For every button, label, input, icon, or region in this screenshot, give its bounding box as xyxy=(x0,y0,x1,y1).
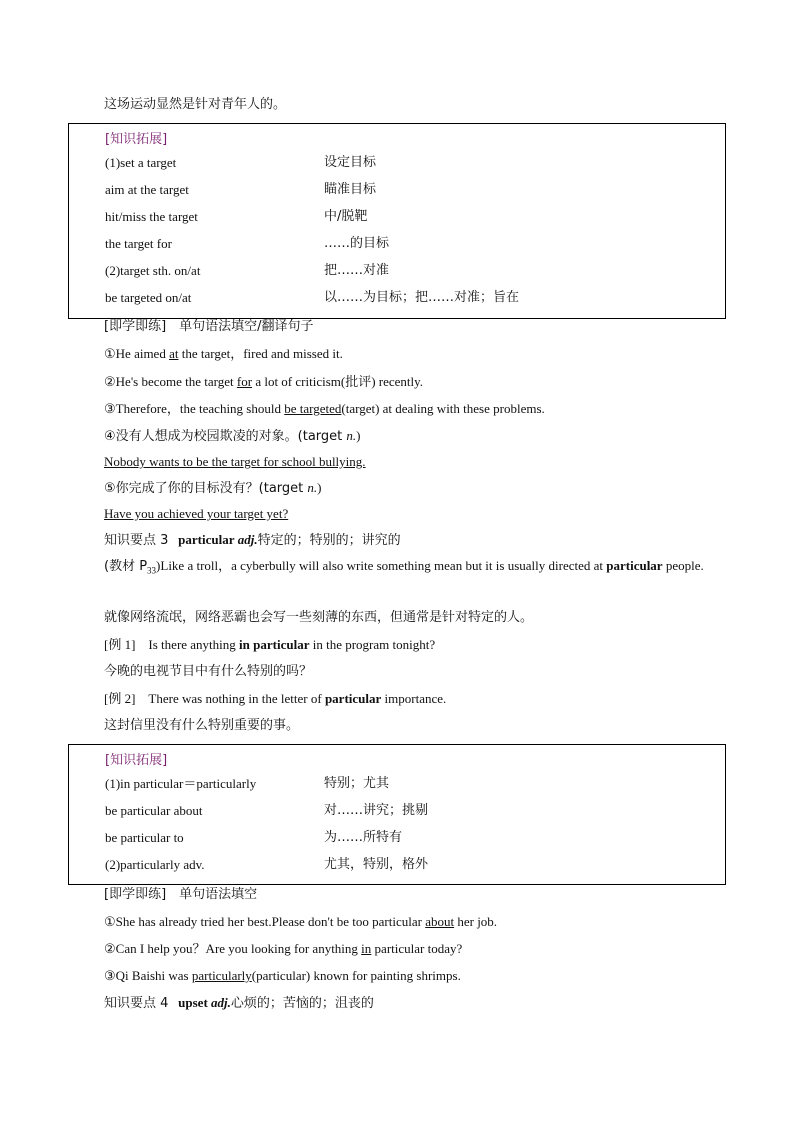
exercise-sentence: ④没有人想成为校园欺凌的对象。(target n.) xyxy=(104,428,361,444)
example-sentence: [例 1] Is there anything in particular in the program tonight? xyxy=(104,637,436,652)
quote-translation: 就像网络流氓，网络恶霸也会写一些刻薄的东西，但通常是针对特定的人。 xyxy=(104,610,534,625)
example-translation: 这封信里没有什么特别重要的事。 xyxy=(104,718,300,733)
drill-heading: [即学即练] 单句语法填空/翻译句子 xyxy=(104,319,314,334)
phrase-cn: ……的目标 xyxy=(324,236,390,251)
answer-sentence: Have you achieved your target yet? xyxy=(104,506,289,521)
textbook-quote: (教材 $P_{33})Like$ a troll，a cyberbully will also write something mean but it is usually directed at particular people. xyxy=(104,558,704,576)
answer: be targeted xyxy=(284,401,342,416)
phrase-cn: 尤其，特别，格外 xyxy=(324,857,429,872)
box-title: [知识拓展] xyxy=(105,753,168,768)
answer: particularly xyxy=(191,968,252,983)
phrase-en: (2)particularly adv. xyxy=(105,857,205,872)
phrase-cn: 以……为目标；把……对准；旨在 xyxy=(324,290,520,305)
exercise-sentence: ③Therefore，the teaching should be targeted(target) at dealing with these problems. xyxy=(104,401,545,416)
drill-heading: [即学即练] 单句语法填空 xyxy=(104,887,258,902)
exercise-sentence: ②He's become the target for a lot of criticism(批评) recently. xyxy=(104,374,424,389)
exercise-sentence: ①She has already tried her best.Please don't be too particular about her job. xyxy=(104,914,498,929)
phrase-cn: 把……对准 xyxy=(324,263,390,278)
phrase-en: (1)set a target xyxy=(105,155,177,170)
phrase-cn: 中/脱靶 xyxy=(324,209,368,224)
phrase-en: aim at the target xyxy=(105,182,189,197)
phrase-cn: 对……讲究；挑剔 xyxy=(324,803,429,818)
answer: at xyxy=(169,346,179,361)
example-sentence: [例 2] There was nothing in the letter of particular importance. xyxy=(104,691,447,706)
phrase-en: (2)target sth. on/at xyxy=(105,263,201,278)
intro-sentence: 这场运动显然是针对青年人的。 xyxy=(104,97,287,112)
knowledge-box-2 xyxy=(68,744,726,885)
key-point-heading: 知识要点 3 particular adj.特定的；特别的；讲究的 xyxy=(104,532,401,548)
phrase-en: (1)in particular＝particularly xyxy=(105,776,257,791)
phrase-cn: 设定目标 xyxy=(324,155,377,170)
phrase-en: the target for xyxy=(105,236,172,251)
exercise-sentence: ①He aimed at the target，fired and missed it. xyxy=(104,346,343,361)
phrase-cn: 为……所特有 xyxy=(324,830,403,845)
exercise-sentence: ⑤你完成了你的目标没有？(target n.) xyxy=(104,480,322,496)
key-point-heading: 知识要点 4 upset adj.心烦的；苦恼的；沮丧的 xyxy=(104,995,374,1011)
phrase-cn: 瞄准目标 xyxy=(324,182,377,197)
answer: for xyxy=(236,374,253,389)
phrase-cn: 特别；尤其 xyxy=(324,776,390,791)
answer: about xyxy=(425,914,455,929)
example-translation: 今晚的电视节目中有什么特别的吗？ xyxy=(104,664,313,679)
phrase-en: be targeted on/at xyxy=(105,290,192,305)
box-title: [知识拓展] xyxy=(105,132,168,147)
phrase-en: hit/miss the target xyxy=(105,209,198,224)
phrase-en: be particular about xyxy=(105,803,203,818)
phrase-en: be particular to xyxy=(105,830,184,845)
answer: in xyxy=(361,941,372,956)
exercise-sentence: ②Can I help you？Are you looking for anything in particular today? xyxy=(104,941,463,956)
knowledge-box-1 xyxy=(68,123,726,319)
answer-sentence: Nobody wants to be the target for school bullying. xyxy=(104,454,366,469)
exercise-sentence: ③Qi Baishi was particularly(particular) known for painting shrimps. xyxy=(104,968,461,983)
